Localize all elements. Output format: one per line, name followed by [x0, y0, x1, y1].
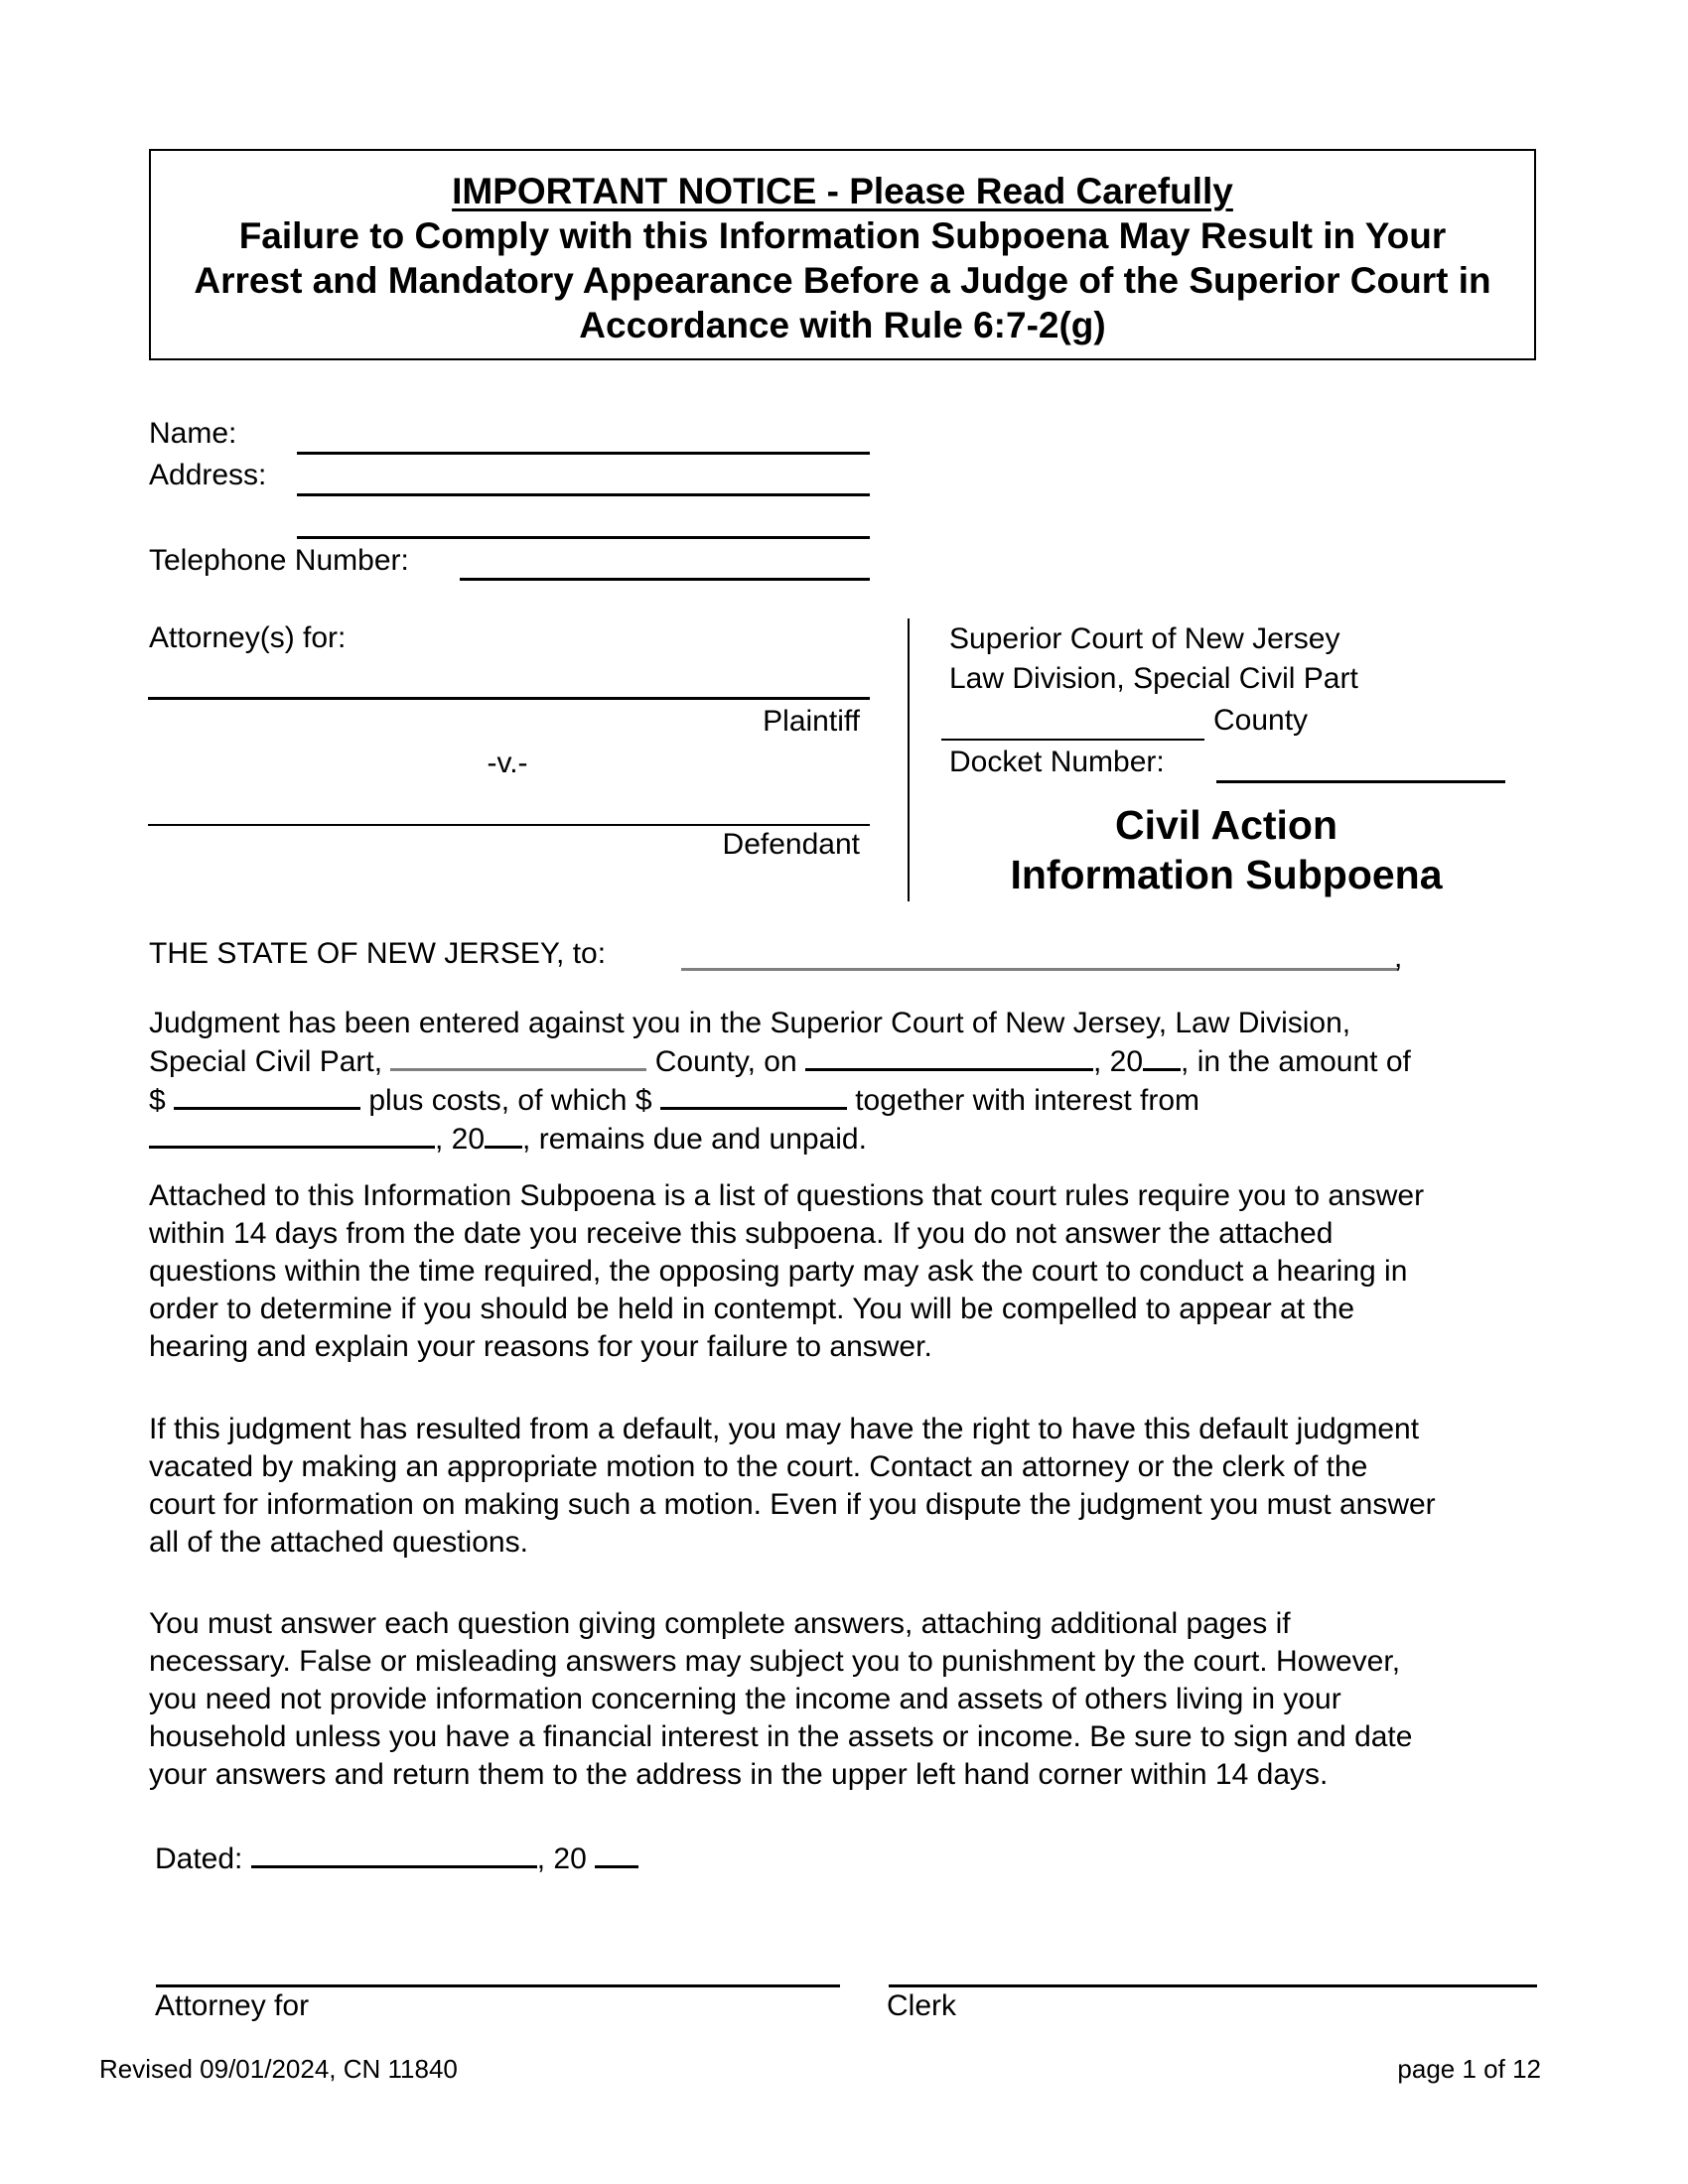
- judgment-text: County, on: [654, 1045, 797, 1078]
- versus-label: -v.-: [487, 747, 528, 779]
- paragraph-line: court for information on making such a motion. Even if you dispute the judgment you must answer: [149, 1488, 1436, 1521]
- telephone-field[interactable]: [460, 578, 870, 581]
- judgment-amount-field[interactable]: [174, 1081, 360, 1110]
- interest-from-date-field[interactable]: [149, 1120, 435, 1149]
- dated-label: Dated:: [155, 1843, 243, 1875]
- judgment-date-field[interactable]: [805, 1042, 1093, 1071]
- addressee-end-mark: ,: [1394, 941, 1403, 974]
- paragraph-line: you need not provide information concerning the income and assets of others living in your: [149, 1683, 1341, 1715]
- judgment-line: [149, 1120, 1599, 1159]
- plaintiff-field[interactable]: [148, 697, 870, 700]
- judgment-line: [149, 1081, 1599, 1120]
- judgment-text: , remains due and unpaid.: [522, 1123, 867, 1156]
- caption-divider: [908, 618, 910, 901]
- clerk-label: Clerk: [887, 1989, 957, 2022]
- judgment-year-field[interactable]: [1143, 1042, 1181, 1071]
- answer-instructions-paragraph: [149, 1605, 1599, 1794]
- telephone-label: Telephone Number:: [149, 544, 409, 577]
- dated-year-prefix: , 20: [536, 1843, 587, 1875]
- interest-from-year-field[interactable]: [485, 1120, 522, 1149]
- county-label: County: [1213, 704, 1309, 737]
- clerk-signature-field[interactable]: [889, 1984, 1537, 1987]
- paragraph-line: You must answer each question giving complete answers, attaching additional pages if: [149, 1607, 1291, 1640]
- docket-number-field[interactable]: [1216, 780, 1505, 783]
- address-line1-field[interactable]: [297, 493, 870, 496]
- dated-year-field[interactable]: [595, 1840, 638, 1868]
- judgment-line: [149, 1042, 1599, 1081]
- plaintiff-label: Plaintiff: [763, 705, 860, 738]
- important-notice-box: [149, 149, 1536, 360]
- docket-number-label: Docket Number:: [949, 746, 1165, 778]
- paragraph-line: questions within the time required, the opposing party may ask the court to conduct a hearing in: [149, 1255, 1408, 1288]
- judgment-paragraph: [149, 1005, 1599, 1159]
- notice-line: Failure to Comply with this Information Subpoena May Result in Your: [238, 215, 1447, 256]
- judgment-text: , 20: [435, 1123, 486, 1156]
- paragraph-line: all of the attached questions.: [149, 1526, 528, 1559]
- dated-line: [155, 1840, 638, 1878]
- address-label: Address:: [149, 459, 267, 491]
- addressee-field[interactable]: [681, 968, 1398, 971]
- default-judgment-paragraph: [149, 1411, 1599, 1562]
- judgment-text: , in the amount of: [1181, 1045, 1411, 1078]
- judgment-text: $: [149, 1084, 166, 1117]
- paragraph-line: vacated by making an appropriate motion to the court. Contact an attorney or the clerk of the: [149, 1450, 1368, 1483]
- attorneys-for-label: Attorney(s) for:: [149, 621, 347, 654]
- court-name: Superior Court of New Jersey: [949, 622, 1340, 655]
- defendant-label: Defendant: [722, 828, 860, 861]
- attorney-for-label: Attorney for: [155, 1989, 310, 2022]
- dated-date-field[interactable]: [251, 1840, 537, 1868]
- judgment-text: plus costs, of which $: [368, 1084, 652, 1117]
- paragraph-line: necessary. False or misleading answers may subject you to punishment by the court. However,: [149, 1645, 1401, 1678]
- paragraph-line: Attached to this Information Subpoena is a list of questions that court rules require you to answer: [149, 1179, 1425, 1212]
- notice-line: Accordance with Rule 6:7-2(g): [579, 305, 1106, 345]
- judgment-county-field[interactable]: [390, 1042, 646, 1071]
- amount-due-field[interactable]: [660, 1081, 847, 1110]
- paragraph-line: household unless you have a financial interest in the assets or income. Be sure to sign and date: [149, 1720, 1413, 1753]
- notice-title: IMPORTANT NOTICE - Please Read Carefully: [452, 171, 1233, 211]
- paragraph-line: your answers and return them to the address in the upper left hand corner within 14 days.: [149, 1758, 1329, 1791]
- attached-questions-paragraph: [149, 1177, 1599, 1366]
- name-field[interactable]: [297, 452, 870, 455]
- paragraph-line: within 14 days from the date you receive this subpoena. If you do not answer the attached: [149, 1217, 1334, 1250]
- notice-line: Arrest and Mandatory Appearance Before a Judge of the Superior Court in: [194, 260, 1491, 301]
- county-field[interactable]: [941, 739, 1204, 741]
- page-number: page 1 of 12: [1397, 2054, 1541, 2084]
- judgment-line: Judgment has been entered against you in the Superior Court of New Jersey, Law Division,: [149, 1007, 1351, 1039]
- revision-note: Revised 09/01/2024, CN 11840: [99, 2054, 458, 2084]
- judgment-text: together with interest from: [855, 1084, 1200, 1117]
- judgment-text: , 20: [1092, 1045, 1144, 1078]
- judgment-text: Special Civil Part,: [149, 1045, 383, 1078]
- paragraph-line: hearing and explain your reasons for your failure to answer.: [149, 1330, 932, 1363]
- name-label: Name:: [149, 417, 237, 450]
- addressee-label: THE STATE OF NEW JERSEY, to:: [149, 937, 607, 970]
- case-title-information-subpoena: Information Subpoena: [1010, 852, 1443, 897]
- paragraph-line: If this judgment has resulted from a default, you may have the right to have this default judgment: [149, 1413, 1420, 1445]
- case-title-civil-action: Civil Action: [1115, 802, 1337, 848]
- address-line2-field[interactable]: [297, 536, 870, 539]
- paragraph-line: order to determine if you should be held in contempt. You will be compelled to appear at the: [149, 1293, 1355, 1325]
- court-division: Law Division, Special Civil Part: [949, 662, 1358, 695]
